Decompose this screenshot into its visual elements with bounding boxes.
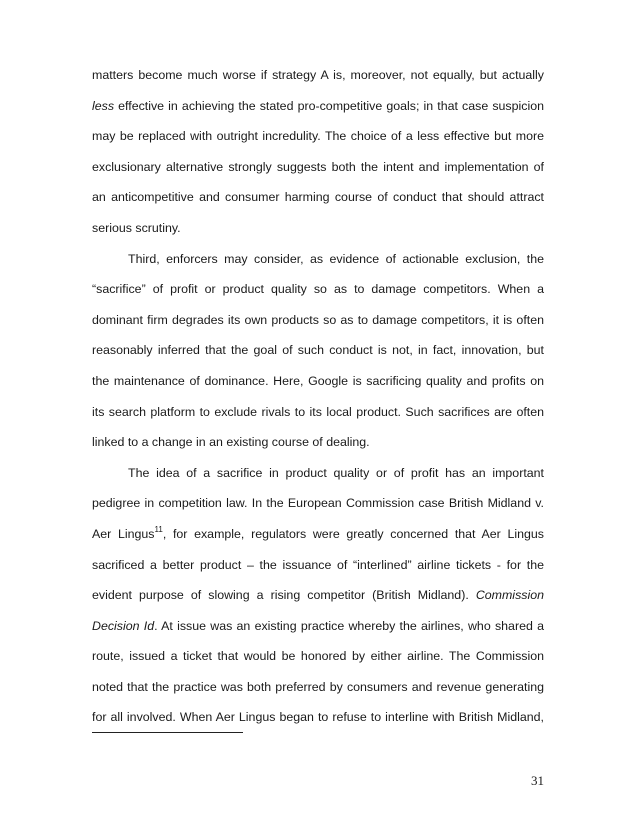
text-line: serious scrutiny. <box>92 220 181 235</box>
text-line <box>92 611 544 642</box>
text-line: the maintenance of dominance. Here, Google is sacrificing quality and profits on <box>92 373 544 388</box>
text-line: noted that the practice was both preferred by consumers and revenue generating <box>92 679 544 694</box>
text-line: reasonably inferred that the goal of such conduct is not, in fact, innovation, but <box>92 343 544 358</box>
text-line: for all involved. When Aer Lingus began to refuse to interline with British Midland, <box>92 710 544 725</box>
text-line <box>92 91 544 122</box>
text-line: may be replaced with outright incredulity. The choice of a less effective but more <box>92 129 544 144</box>
text-segment: evident purpose of slowing a rising competitor (British Midland). <box>92 588 476 603</box>
text-line: route, issued a ticket that would be honored by either airline. The Commission <box>92 649 544 664</box>
text-line: matters become much worse if strategy A is, moreover, not equally, but actually <box>92 68 544 82</box>
text-line: an anticompetitive and consumer harming course of conduct that should attract <box>92 190 544 205</box>
text-line: dominant firm degrades its own products so as to damage competitors, it is often <box>92 312 544 327</box>
text-segment: . At issue was an existing practice whereby the airlines, who shared a <box>154 618 544 633</box>
italic-text: Decision Id <box>92 618 155 633</box>
text-line: exclusionary alternative strongly suggests both the intent and implementation of <box>92 159 544 174</box>
text-segment: effective in achieving the stated pro-competitive goals; in that case suspicion <box>114 98 544 113</box>
text-line <box>92 580 544 611</box>
text-line <box>92 519 544 550</box>
footnote-reference[interactable]: 11 <box>154 524 163 534</box>
paragraph-first-line: The idea of a sacrifice in product quality or of profit has an important <box>128 465 544 480</box>
italic-text: less <box>92 98 115 113</box>
text-line: pedigree in competition law. In the European Commission case British Midland v. <box>92 496 544 511</box>
text-line: its search platform to exclude rivals to its local product. Such sacrifices are often <box>92 404 544 419</box>
paragraph-first-line: Third, enforcers may consider, as evidence of actionable exclusion, the <box>128 251 544 266</box>
body-text <box>92 60 544 733</box>
text-line: linked to a change in an existing course of dealing. <box>92 435 370 450</box>
text-segment: Aer Lingus <box>92 526 155 541</box>
text-segment: , for example, regulators were greatly concerned that Aer Lingus <box>162 526 544 541</box>
italic-text: Commission <box>475 588 544 603</box>
page-number: 31 <box>531 773 544 788</box>
text-line: “sacrifice” of profit or product quality so as to damage competitors. When a <box>92 282 544 297</box>
text-line: sacrificed a better product – the issuance of “interlined” airline tickets - for the <box>92 557 544 572</box>
footnote-separator <box>92 732 243 733</box>
